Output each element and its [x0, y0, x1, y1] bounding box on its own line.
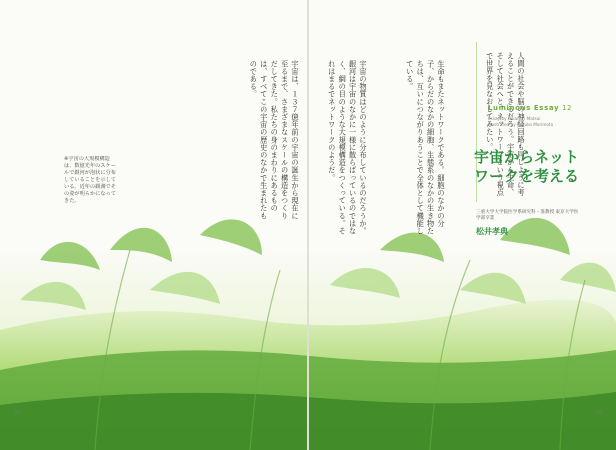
series-name: Luminous Essay: [488, 104, 560, 112]
series-number: 12: [561, 104, 573, 112]
page-number-right: 18: [595, 410, 602, 416]
body-column-2: 宇宙の物質はどのように分布しているのだろうか。銀河は宇宙のなかに一様に散らばっているのではなく、網の目のような大規模構造をつくっている。それはまるでネットワークのようだ。: [327, 60, 368, 235]
author-name: 松井孝典: [476, 227, 508, 236]
series-label: [488, 104, 572, 112]
credit-essay: Essay by Takanori Matsui: [488, 116, 541, 121]
article-title: 宇宙からネットワークを考える: [474, 148, 580, 185]
body-column-3: 生命もまたネットワークである。細胞のなかの分子、からだのなかの細胞、生態系のなかの生き物たちは、互いにつながりあうことで全体として機能している。: [405, 60, 446, 235]
page-number-left: 24: [14, 410, 21, 416]
credit-illustration: Illustrated by Kazuko Morimoto: [488, 122, 554, 127]
english-credit: [488, 116, 568, 128]
body-column-1: 宇宙は、１３７億年前の宇宙の誕生から現在に至るまで、さまざまなスケールの構造をつくりだしてきた。私たちの身のまわりにあるものは、すべてこの宇宙の歴史のなかで生まれたものである。: [249, 60, 300, 220]
author-affiliation: 三重大学大学院医学系研究科・准教授 東京大学医学部卒業: [476, 210, 579, 222]
body-column-4: 人間の社会や脳の神経回路も同じように考えることができるだろう。宇宙から生命、そして社会へと、ネットワークという視点で世界を見なおしてみたい。: [485, 52, 526, 197]
side-note: ※宇宙の大規模構造は、数億光年のスケールで銀河が泡状に分布していることを示している。近年の観測でその姿が明らかになってきた。: [64, 156, 116, 204]
